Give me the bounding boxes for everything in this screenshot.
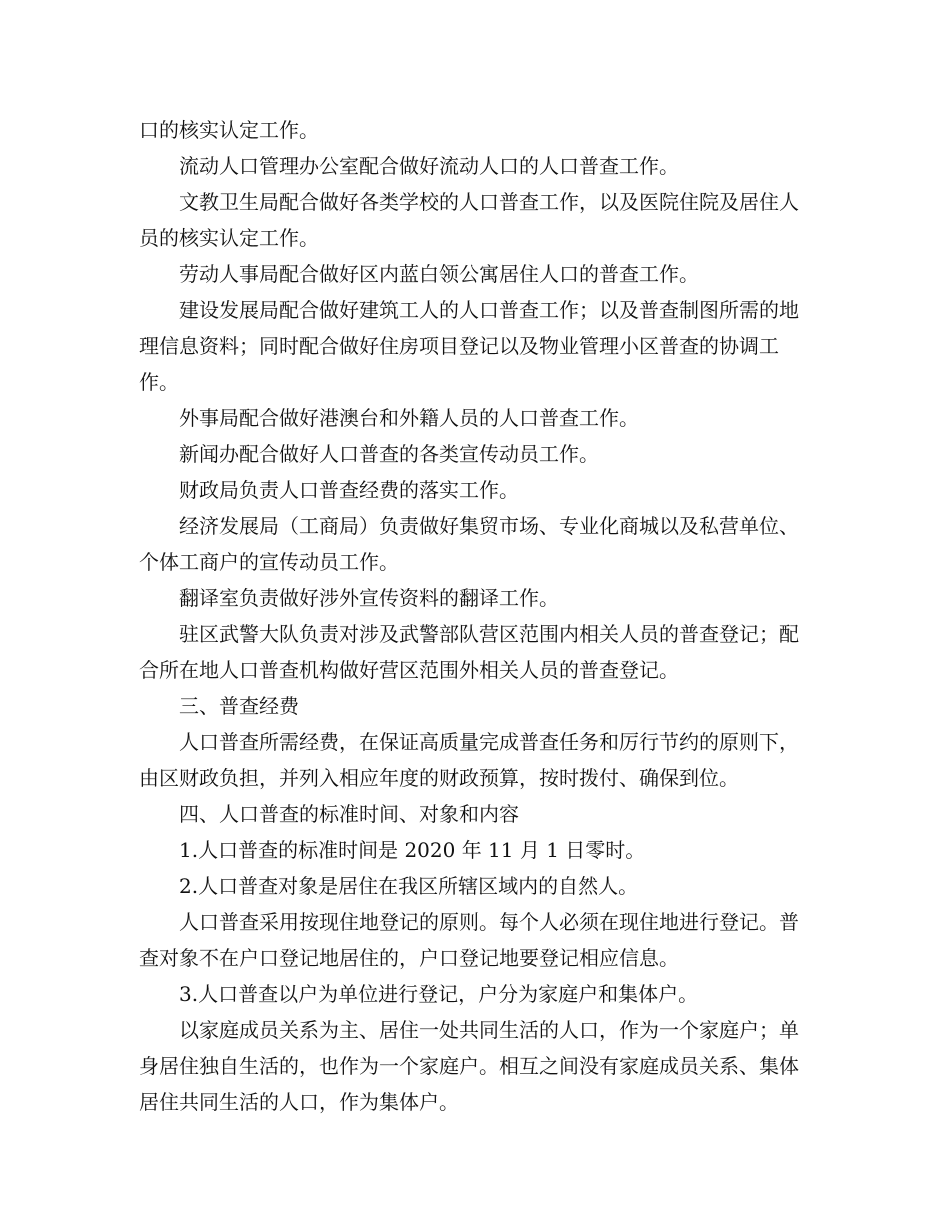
paragraph: 流动人口管理办公室配合做好流动人口的人口普查工作。 — [179, 154, 679, 178]
paragraph: 口的核实认定工作。 — [139, 118, 319, 142]
paragraph: 翻译室负责做好涉外宣传资料的翻译工作。 — [179, 586, 559, 610]
paragraph: 外事局配合做好港澳台和外籍人员的人口普查工作。 — [179, 406, 639, 430]
paragraph: 建设发展局配合做好建筑工人的人口普查工作；以及普查制图所需的地理信息资料；同时配合做好住房项目登记以及物业管理小区普查的协调工作。 — [139, 298, 799, 394]
paragraph: 劳动人事局配合做好区内蓝白领公寓居住人口的普查工作。 — [179, 262, 699, 286]
paragraph: 文教卫生局配合做好各类学校的人口普查工作，以及医院住院及居住人员的核实认定工作。 — [139, 190, 799, 250]
paragraph: 驻区武警大队负责对涉及武警部队营区范围内相关人员的普查登记；配合所在地人口普查机构做好营区范围外相关人员的普查登记。 — [139, 622, 799, 682]
document-body — [139, 112, 814, 1120]
list-item: 1.人口普查的标准时间是 2020 年 11 月 1 日零时。 — [179, 838, 646, 862]
list-item: 2.人口普查对象是居住在我区所辖区域内的自然人。 — [179, 874, 639, 898]
section-heading: 四、人口普查的标准时间、对象和内容 — [179, 802, 519, 826]
paragraph: 新闻办配合做好人口普查的各类宣传动员工作。 — [179, 442, 599, 466]
paragraph: 以家庭成员关系为主、居住一处共同生活的人口，作为一个家庭户；单身居住独自生活的，也作为一个家庭户。相互之间没有家庭成员关系、集体居住共同生活的人口，作为集体户。 — [139, 1018, 799, 1114]
paragraph: 经济发展局（工商局）负责做好集贸市场、专业化商城以及私营单位、个体工商户的宣传动员工作。 — [139, 514, 799, 574]
paragraph: 财政局负责人口普查经费的落实工作。 — [179, 478, 519, 502]
paragraph: 人口普查所需经费，在保证高质量完成普查任务和厉行节约的原则下，由区财政负担，并列入相应年度的财政预算，按时拨付、确保到位。 — [139, 730, 799, 790]
section-heading: 三、普查经费 — [179, 694, 299, 718]
paragraph: 人口普查采用按现住地登记的原则。每个人必须在现住地进行登记。普查对象不在户口登记地居住的，户口登记地要登记相应信息。 — [139, 910, 799, 970]
list-item: 3.人口普查以户为单位进行登记，户分为家庭户和集体户。 — [179, 982, 699, 1006]
